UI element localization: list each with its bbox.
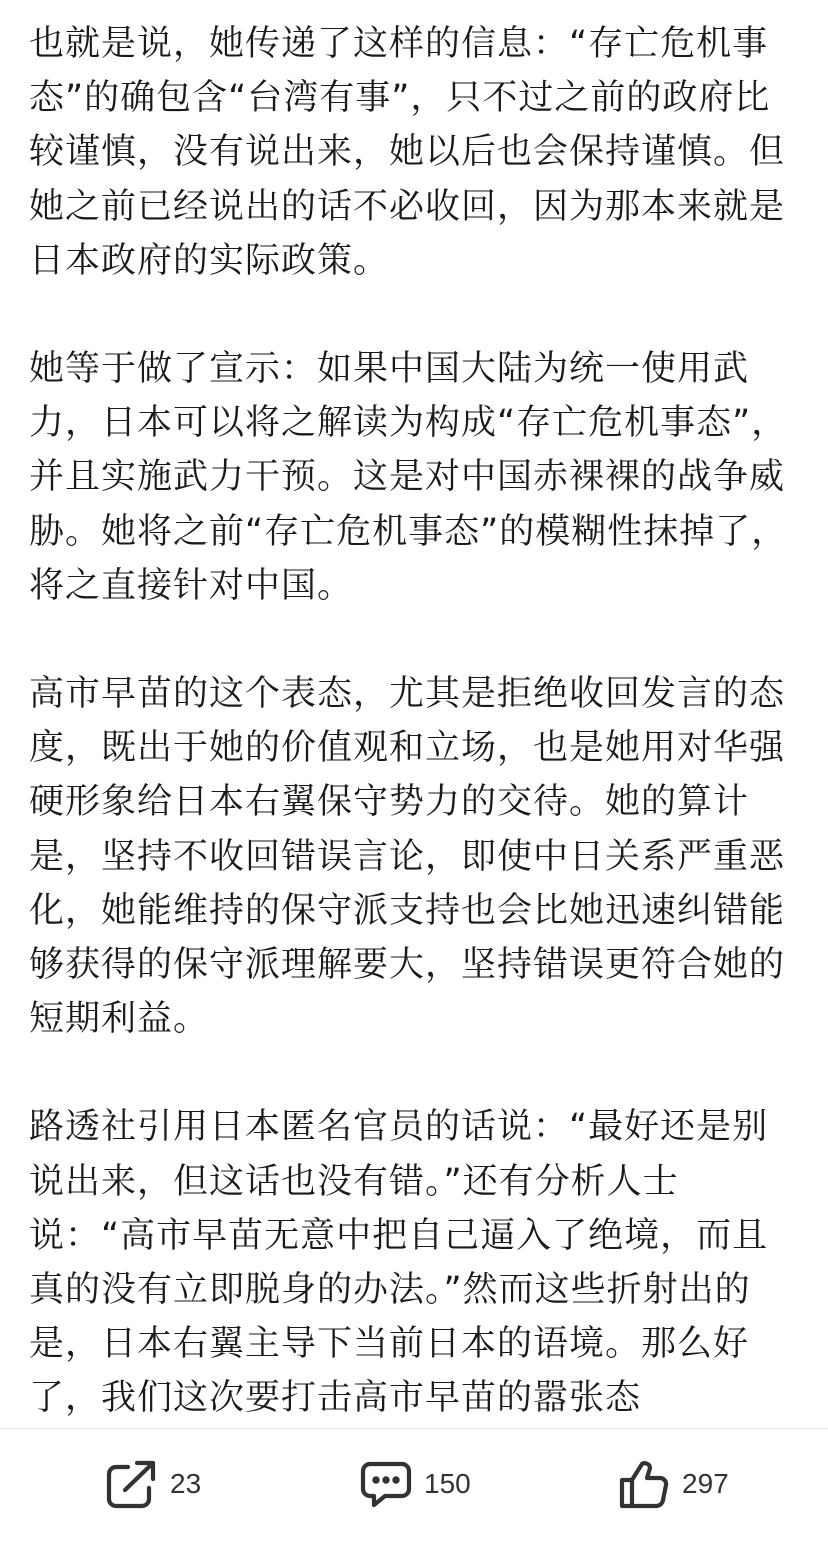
article-paragraph: 路透社引用日本匿名官员的话说：“最好还是别说出来，但这话也没有错。”还有分析人士说：“高市早苗无意中把自己逼入了绝境，而且真的没有立即脱身的办法。”然而这些折射出的是，日本右翼主导下当前日本的语境。那么好了，我们这次要打击高市早苗的嚣张态 [29,1107,769,1419]
article-paragraph: 也就是说，她传递了这样的信息：“存亡危机事态”的确包含“台湾有事”，只不过之前的政府比较谨慎，没有说出来，她以后也会保持谨慎。但她之前已经说出的话不必收回，因为那本来就是日本政府的实际政策。 [29,24,786,281]
action-bar [0,1428,828,1564]
share-button[interactable] [106,1457,201,1511]
like-button[interactable] [618,1457,729,1511]
comment-button[interactable] [360,1457,471,1511]
thumbs-up-icon [618,1458,670,1510]
like-count: 297 [682,1468,729,1499]
comment-icon [360,1459,412,1509]
comment-count: 150 [424,1468,471,1499]
share-count: 23 [170,1468,202,1499]
article-paragraph: 高市早苗的这个表态，尤其是拒绝收回发言的态度，既出于她的价值观和立场，也是她用对华强硬形象给日本右翼保守势力的交待。她的算计是，坚持不收回错误言论，即使中日关系严重恶化，她能维持的保守派支持也会比她迅速纠错能够获得的保守派理解要大，坚持错误更符合她的短期利益。 [29,674,786,1040]
article-body [29,17,799,1427]
share-icon [106,1459,158,1509]
article-paragraph: 她等于做了宣示：如果中国大陆为统一使用武力，日本可以将之解读为构成“存亡危机事态”，并且实施武力干预。这是对中国赤裸裸的战争威胁。她将之前“存亡危机事态”的模糊性抹掉了，将之直接针对中国。 [29,349,788,606]
